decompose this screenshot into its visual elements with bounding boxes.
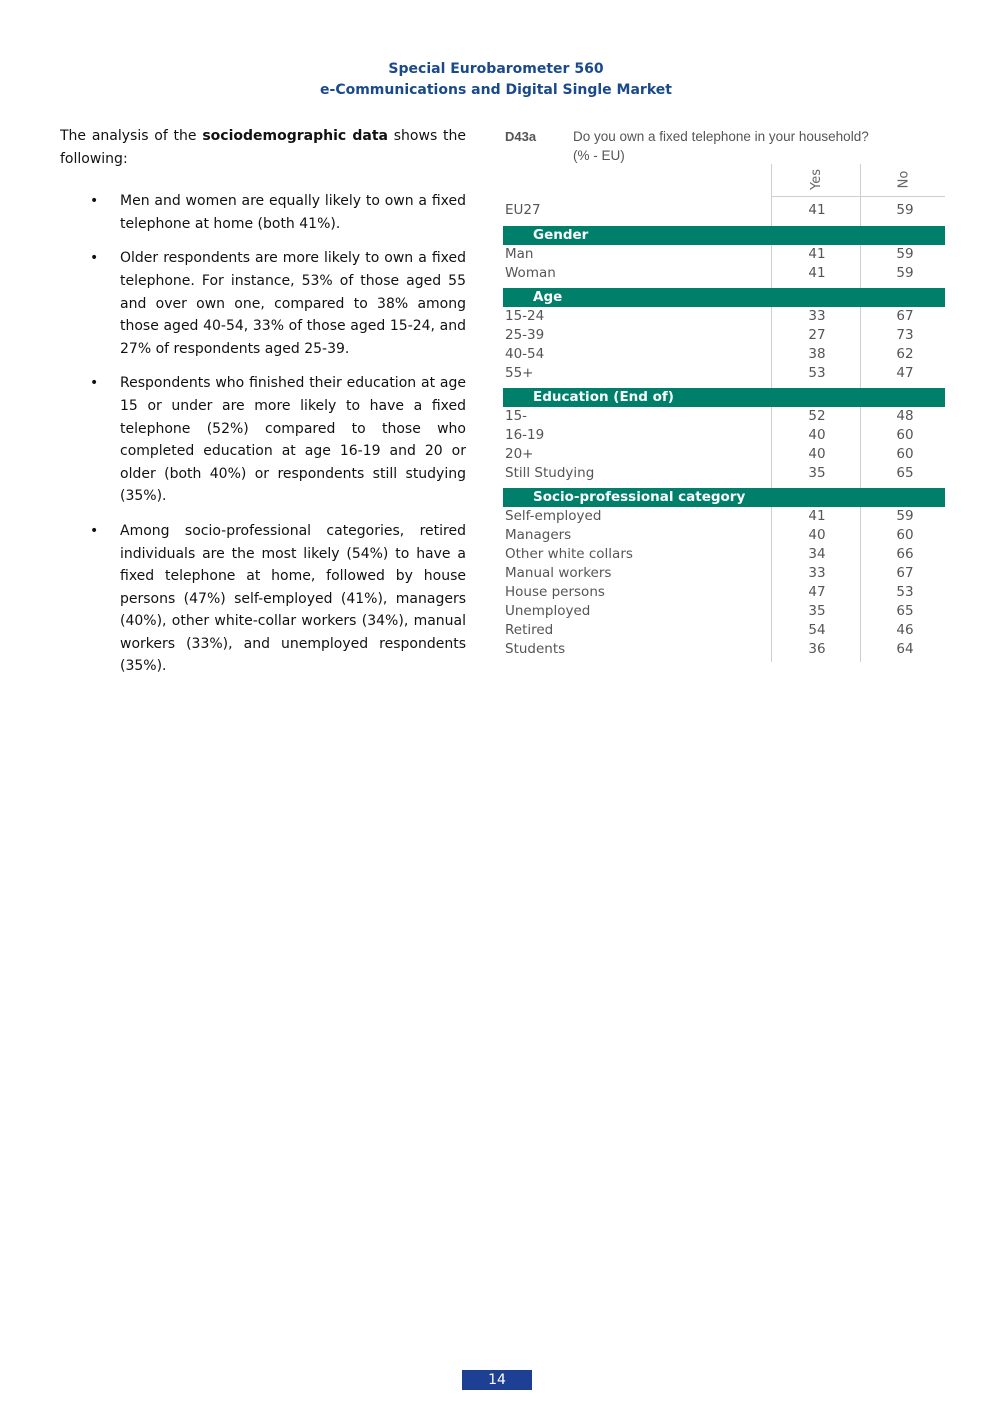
value-yes: 40 bbox=[808, 446, 826, 462]
bullet-item: • Older respondents are more likely to own a fixed telephone. For instance, 53% of those aged 55 and over own one, compared to 38% among those aged 40-54, 33% of those aged 15-24, and 27% of respondents aged 25-39. bbox=[60, 247, 466, 360]
value-no: 62 bbox=[896, 346, 914, 362]
value-yes: 34 bbox=[808, 546, 826, 562]
bullet-icon: • bbox=[90, 250, 99, 267]
value-no: 48 bbox=[896, 408, 914, 424]
row-label: 16-19 bbox=[505, 427, 545, 443]
value-yes: 41 bbox=[808, 246, 826, 262]
value-no: 73 bbox=[896, 327, 914, 343]
table-row bbox=[503, 307, 945, 326]
bullet-item: • Respondents who finished their education at age 15 or under are more likely to have a fixed telephone (52%) compared to those who completed education at age 16-19 and 20 or older (both 40%) or respondents still studying (35%). bbox=[60, 372, 466, 508]
value-no: 66 bbox=[896, 546, 914, 562]
value-yes: 47 bbox=[808, 584, 826, 600]
value-no: 59 bbox=[896, 265, 914, 281]
value-yes: 36 bbox=[808, 641, 826, 657]
bullet-list bbox=[60, 190, 466, 678]
row-label: 20+ bbox=[505, 446, 534, 462]
table-row bbox=[503, 640, 945, 659]
row-label: 15- bbox=[505, 408, 528, 424]
value-no: 60 bbox=[896, 527, 914, 543]
row-label: EU27 bbox=[505, 202, 541, 218]
table-row bbox=[503, 583, 945, 602]
page-number: 14 bbox=[462, 1370, 532, 1390]
report-subtitle: e-Communications and Digital Single Market bbox=[320, 82, 672, 98]
table-row bbox=[503, 326, 945, 345]
value-no: 47 bbox=[896, 365, 914, 381]
row-label: Self-employed bbox=[505, 508, 602, 524]
row-label: Woman bbox=[505, 265, 556, 281]
value-no: 65 bbox=[896, 465, 914, 481]
table-row bbox=[503, 602, 945, 621]
value-yes: 38 bbox=[808, 346, 826, 362]
column-header-yes: Yes bbox=[808, 168, 824, 190]
value-no: 67 bbox=[896, 565, 914, 581]
row-label: Retired bbox=[505, 622, 554, 638]
value-no: 60 bbox=[896, 427, 914, 443]
value-no: 67 bbox=[896, 308, 914, 324]
table-row bbox=[503, 545, 945, 564]
value-yes: 40 bbox=[808, 527, 826, 543]
analysis-text bbox=[60, 125, 466, 690]
row-label: Managers bbox=[505, 527, 572, 543]
row-label: Man bbox=[505, 246, 534, 262]
report-title: Special Eurobarometer 560 bbox=[388, 61, 604, 77]
intro-bold: sociodemographic data bbox=[202, 128, 388, 144]
group-header: Gender bbox=[503, 226, 945, 245]
value-yes: 53 bbox=[808, 365, 826, 381]
value-yes: 33 bbox=[808, 308, 826, 324]
value-no: 53 bbox=[896, 584, 914, 600]
value-yes: 54 bbox=[808, 622, 826, 638]
row-label: Still Studying bbox=[505, 465, 595, 481]
value-yes: 52 bbox=[808, 408, 826, 424]
group-header: Socio-professional category bbox=[503, 488, 945, 507]
value-yes: 41 bbox=[808, 508, 826, 524]
value-yes: 33 bbox=[808, 565, 826, 581]
bullet-icon: • bbox=[90, 193, 99, 210]
table-row bbox=[503, 245, 945, 264]
row-label: House persons bbox=[505, 584, 605, 600]
value-yes: 35 bbox=[808, 465, 826, 481]
table-row bbox=[503, 621, 945, 640]
value-yes: 41 bbox=[808, 265, 826, 281]
bullet-item: • Men and women are equally likely to own a fixed telephone at home (both 41%). bbox=[60, 190, 466, 235]
group-header: Age bbox=[503, 288, 945, 307]
value-no: 60 bbox=[896, 446, 914, 462]
table-row bbox=[503, 407, 945, 426]
table-row bbox=[503, 526, 945, 545]
bullet-icon: • bbox=[90, 375, 99, 392]
figure-question: Do you own a fixed telephone in your household? (% - EU) bbox=[573, 129, 869, 163]
table-row bbox=[503, 564, 945, 583]
value-yes: 41 bbox=[808, 202, 826, 218]
table-row bbox=[503, 464, 945, 483]
row-label: Students bbox=[505, 641, 566, 657]
value-no: 59 bbox=[896, 246, 914, 262]
value-no: 64 bbox=[896, 641, 914, 657]
intro-paragraph: The analysis of the sociodemographic data shows the following: bbox=[60, 128, 466, 167]
header-rule bbox=[771, 196, 945, 197]
value-yes: 35 bbox=[808, 603, 826, 619]
bullet-item: • Among socio-professional categories, retired individuals are the most likely (54%) to have a fixed telephone at home, followed by house persons (47%) self-employed (41%), managers (40%), other white-collar workers (34%), manual workers (33%), and unemployed respondents (35%). bbox=[60, 520, 466, 678]
value-no: 46 bbox=[896, 622, 914, 638]
row-label: 25-39 bbox=[505, 327, 545, 343]
row-label: Other white collars bbox=[505, 546, 633, 562]
bullet-icon: • bbox=[90, 522, 99, 539]
row-label: 40-54 bbox=[505, 346, 545, 362]
page-header bbox=[0, 59, 992, 101]
group-header: Education (End of) bbox=[503, 388, 945, 407]
row-label: 15-24 bbox=[505, 308, 545, 324]
table-row bbox=[503, 364, 945, 383]
column-header-no: No bbox=[896, 170, 912, 188]
table-row bbox=[503, 507, 945, 526]
table-row bbox=[503, 201, 945, 220]
row-label: 55+ bbox=[505, 365, 534, 381]
value-yes: 27 bbox=[808, 327, 826, 343]
figure-code: D43a bbox=[505, 129, 537, 144]
value-no: 65 bbox=[896, 603, 914, 619]
table-row bbox=[503, 445, 945, 464]
value-no: 59 bbox=[896, 202, 914, 218]
table-row bbox=[503, 426, 945, 445]
row-label: Unemployed bbox=[505, 603, 591, 619]
table-row bbox=[503, 345, 945, 364]
table-row bbox=[503, 264, 945, 283]
value-no: 59 bbox=[896, 508, 914, 524]
row-label: Manual workers bbox=[505, 565, 612, 581]
figure-unit: (% - EU) bbox=[573, 148, 625, 163]
value-yes: 40 bbox=[808, 427, 826, 443]
